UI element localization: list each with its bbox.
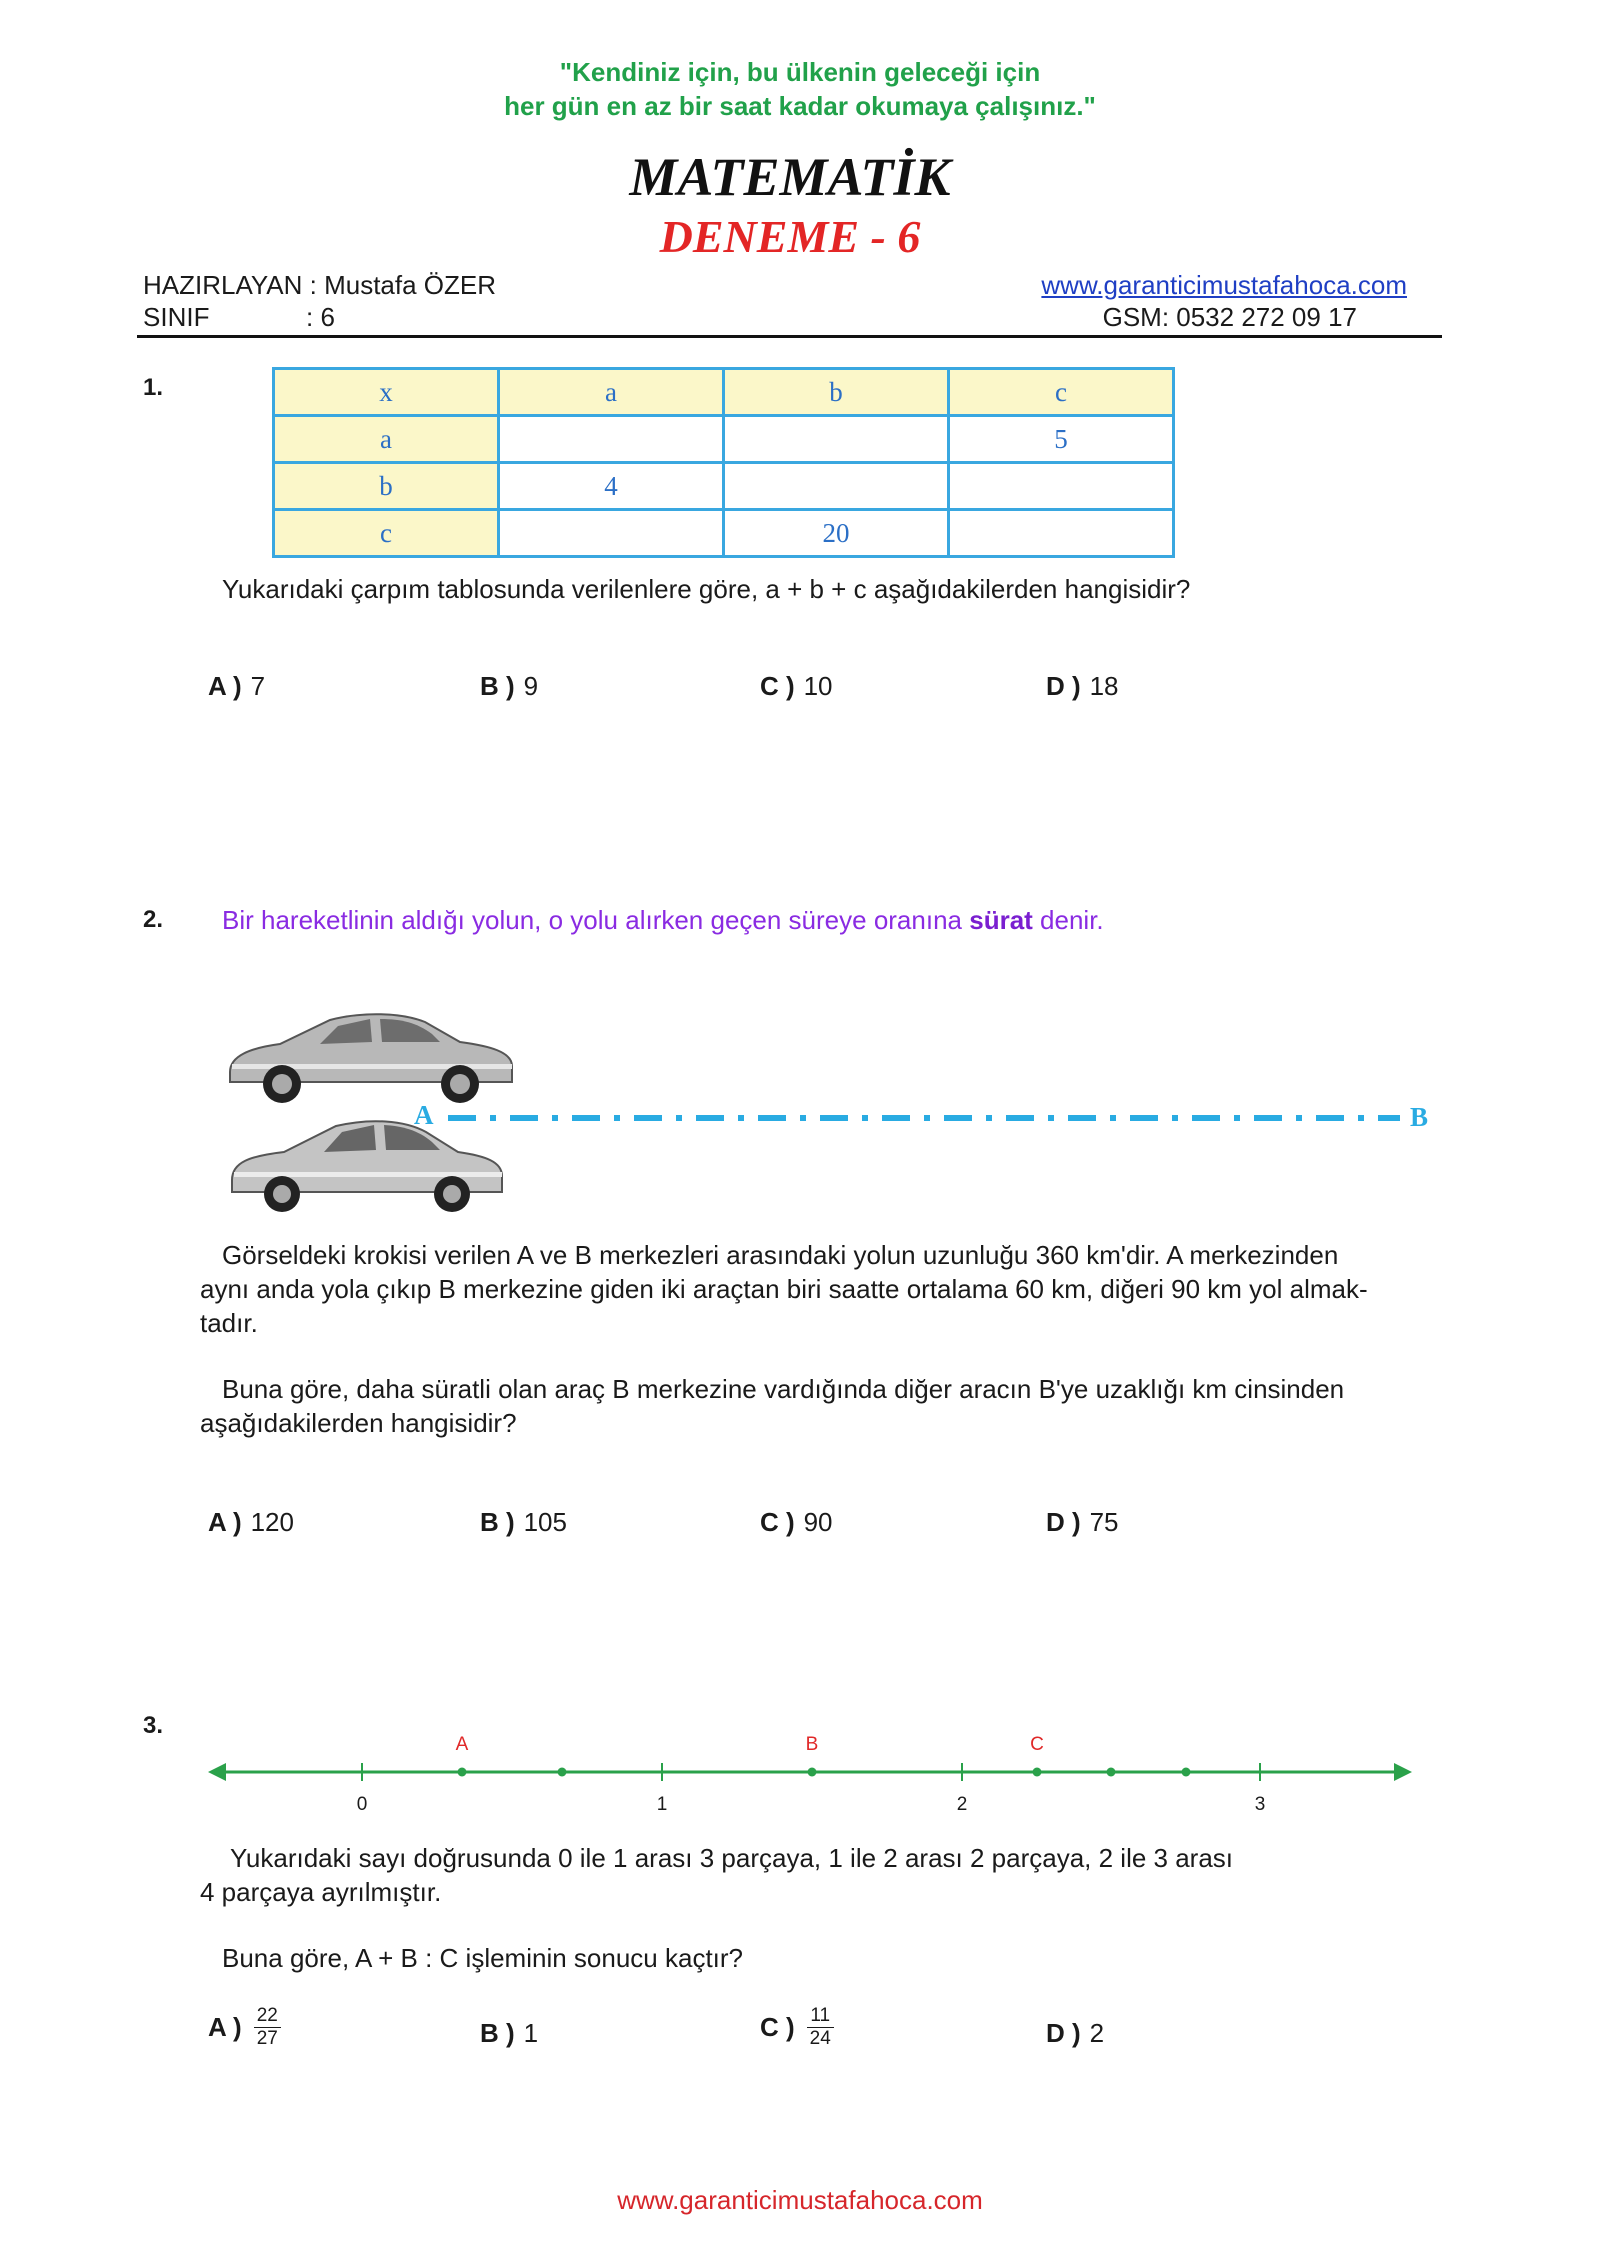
table-cell: x <box>274 369 499 416</box>
q2-text-line-1: Görseldeki krokisi verilen A ve B merkezleri arasındaki yolun uzunluğu 360 km'dir. A merkezinden <box>222 1240 1339 1270</box>
class-value: : 6 <box>306 302 335 332</box>
number-line-tick-2: 2 <box>956 1794 968 1815</box>
option-value: 90 <box>803 1507 833 1537</box>
question-1-text: Yukarıdaki çarpım tablosunda verilenlere göre, a + b + c aşağıdakilerden hangisidir? <box>222 574 1191 604</box>
table-cell <box>499 416 724 463</box>
table-row <box>274 416 1174 463</box>
q3-text-line-2: 4 parçaya ayrılmıştır. <box>200 1877 442 1907</box>
car-top-icon <box>220 1000 520 1110</box>
motto-line-1: "Kendiniz için, bu ülkenin geleceği için <box>559 57 1041 87</box>
table-cell: a <box>499 369 724 416</box>
option-label: B ) <box>480 2018 515 2048</box>
table-cell <box>724 463 949 510</box>
option-label: C ) <box>760 1507 795 1537</box>
table-header-row <box>274 369 1174 416</box>
table-cell <box>949 463 1174 510</box>
q1-option-c[interactable] <box>760 671 832 702</box>
table-cell: b <box>274 463 499 510</box>
header-divider <box>137 335 1442 338</box>
class-label: SINIF <box>143 302 210 332</box>
q3-option-d[interactable] <box>1046 2018 1104 2049</box>
speed-definition <box>222 903 1104 937</box>
option-label: C ) <box>760 671 795 701</box>
table-cell <box>724 416 949 463</box>
number-line-tick-1: 1 <box>656 1794 668 1815</box>
fraction-denominator: 27 <box>256 2028 278 2049</box>
table-row <box>274 510 1174 557</box>
table-cell <box>949 510 1174 557</box>
option-value: 7 <box>250 671 266 701</box>
question-1-number: 1. <box>143 374 164 401</box>
table-cell: 5 <box>949 416 1174 463</box>
q2-option-d[interactable] <box>1046 1507 1118 1538</box>
table-cell: b <box>724 369 949 416</box>
website-link[interactable]: www.garanticimustafahoca.com <box>1041 270 1407 300</box>
q2-question-line-2: aşağıdakilerden hangisidir? <box>200 1408 517 1438</box>
option-label: B ) <box>480 1507 515 1537</box>
page-subtitle: DENEME - 6 <box>659 211 921 262</box>
table-cell: c <box>274 510 499 557</box>
q3-option-a[interactable] <box>208 2005 281 2050</box>
q1-option-b[interactable] <box>480 671 538 702</box>
question-3-number: 3. <box>143 1712 164 1739</box>
fraction-numerator: 11 <box>807 2005 834 2028</box>
q2-option-a[interactable] <box>208 1507 294 1538</box>
table-cell <box>499 510 724 557</box>
option-label: A ) <box>208 671 242 701</box>
q3-question: Buna göre, A + B : C işleminin sonucu kaçtır? <box>222 1943 744 1973</box>
fraction-denominator: 24 <box>809 2028 831 2049</box>
road-line <box>446 1108 1406 1128</box>
point-b-label: B <box>1410 1102 1429 1132</box>
q1-option-a[interactable] <box>208 671 265 702</box>
table-cell: 20 <box>724 510 949 557</box>
question-2-number: 2. <box>143 906 164 933</box>
footer-website[interactable]: www.garanticimustafahoca.com <box>617 2185 983 2215</box>
option-label: B ) <box>480 671 515 701</box>
definition-text-end: denir. <box>1032 905 1104 935</box>
option-value: 10 <box>803 671 833 701</box>
q3-option-b[interactable] <box>480 2018 538 2049</box>
option-value: 2 <box>1089 2018 1105 2048</box>
table-row <box>274 463 1174 510</box>
option-value: 75 <box>1089 1507 1119 1537</box>
page-title: MATEMATİK <box>629 147 951 207</box>
motto-line-2: her gün en az bir saat kadar okumaya çalışınız." <box>504 91 1096 121</box>
option-value: 120 <box>250 1507 294 1537</box>
q2-text-line-2: aynı anda yola çıkıp B merkezine giden iki araçtan biri saatte ortalama 60 km, diğeri 90 km yol almak- <box>200 1274 1368 1304</box>
number-line-label-c: C <box>1030 1734 1044 1755</box>
option-label: C ) <box>760 2012 795 2042</box>
q2-option-b[interactable] <box>480 1507 567 1538</box>
number-line-label-b: B <box>805 1734 819 1755</box>
gsm-number: GSM: 0532 272 09 17 <box>1102 302 1357 332</box>
option-label: D ) <box>1046 671 1081 701</box>
q3-text-line-1: Yukarıdaki sayı doğrusunda 0 ile 1 arası 3 parçaya, 1 ile 2 arası 2 parçaya, 2 ile 3 arası <box>230 1843 1234 1873</box>
option-value: 9 <box>523 671 539 701</box>
table-cell: c <box>949 369 1174 416</box>
definition-keyword: sürat <box>969 905 1033 935</box>
number-line <box>200 1728 1420 1818</box>
option-value: 1 <box>523 2018 539 2048</box>
q2-text-line-3: tadır. <box>200 1308 258 1338</box>
multiplication-table <box>272 367 1175 558</box>
option-value: 105 <box>523 1507 567 1537</box>
q3-option-c[interactable] <box>760 2005 834 2050</box>
option-label: A ) <box>208 1507 242 1537</box>
option-label: A ) <box>208 2012 242 2042</box>
fraction-numerator: 22 <box>254 2005 281 2028</box>
q1-option-d[interactable] <box>1046 671 1118 702</box>
number-line-tick-3: 3 <box>1254 1794 1266 1815</box>
number-line-label-a: A <box>455 1734 469 1755</box>
table-cell: 4 <box>499 463 724 510</box>
q2-question-line-1: Buna göre, daha süratli olan araç B merkezine vardığında diğer aracın B'ye uzaklığı km cinsinden <box>222 1374 1345 1404</box>
definition-text: Bir hareketlinin aldığı yolun, o yolu alırken geçen süreye oranına <box>222 905 970 935</box>
option-value: 18 <box>1089 671 1119 701</box>
table-cell: a <box>274 416 499 463</box>
q2-option-c[interactable] <box>760 1507 832 1538</box>
fraction <box>807 2005 834 2050</box>
option-label: D ) <box>1046 2018 1081 2048</box>
author-label: HAZIRLAYAN : Mustafa ÖZER <box>143 270 497 300</box>
option-label: D ) <box>1046 1507 1081 1537</box>
fraction <box>254 2005 281 2050</box>
point-a-label: A <box>414 1100 434 1130</box>
number-line-tick-0: 0 <box>356 1794 368 1815</box>
